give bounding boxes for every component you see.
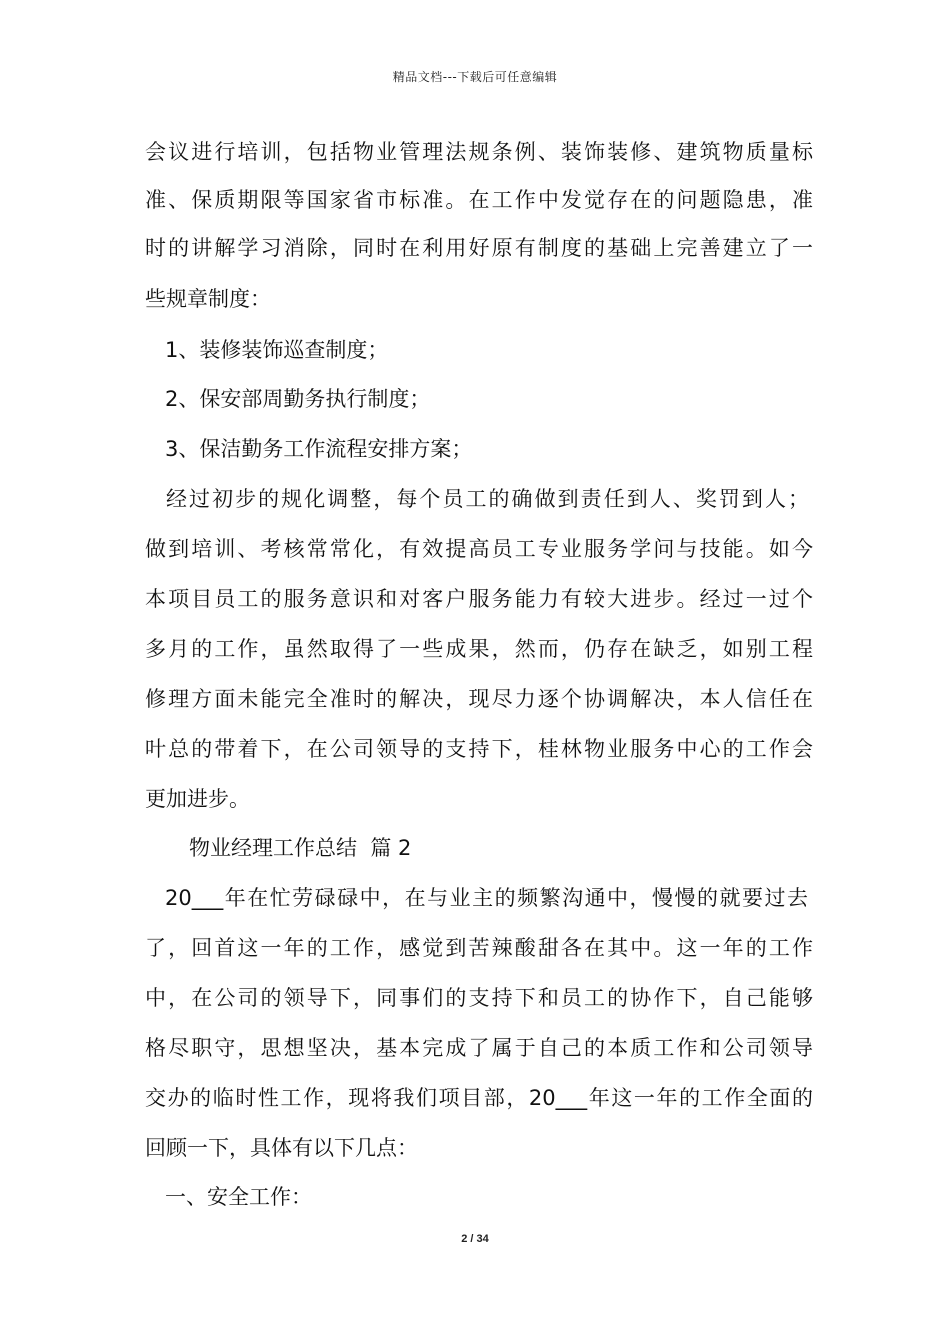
paragraph-line: 20___年在忙劳碌碌中，在与业主的频繁沟通中，慢慢的就要过去 [165,886,808,910]
paragraph-line: 叶总的带着下，在公司领导的支持下，桂林物业服务中心的工作会 [145,737,813,761]
paragraph-line: 做到培训、考核常常化，有效提高员工专业服务学问与技能。如今 [145,537,813,561]
paragraph-line: 经过初步的规化调整，每个员工的确做到责任到人、奖罚到人； [166,487,809,511]
paragraph-line: 多月的工作，虽然取得了一些成果，然而，仍存在缺乏，如别工程 [145,637,813,661]
page-indicator: 2 / 34 [461,1233,489,1245]
paragraph-line: 交办的临时性工作，现将我们项目部，20___年这一年的工作全面的 [145,1086,813,1110]
paragraph-line: 本项目员工的服务意识和对客户服务能力有较大进步。经过一过个 [145,587,813,611]
paragraph-line: 了，回首这一年的工作，感觉到苦辣酸甜各在其中。这一年的工作 [145,936,813,960]
paragraph-line: 会议进行培训，包括物业管理法规条例、装饰装修、建筑物质量标 [145,140,813,164]
section-title: 物业经理工作总结 篇 2 [189,836,412,860]
paragraph-line: 时的讲解学习消除，同时在利用好原有制度的基础上完善建立了一 [145,236,813,260]
list-item: 2、保安部周勤务执行制度； [165,387,431,411]
paragraph-line: 更加进步。 [145,787,250,811]
paragraph-line: 回顾一下，具体有以下几点： [145,1136,418,1160]
paragraph-line: 格尽职守，思想坚决，基本完成了属于自己的本质工作和公司领导 [145,1036,813,1060]
paragraph-line: 准、保质期限等国家省市标准。在工作中发觉存在的问题隐患，准 [145,188,813,212]
list-item: 1、装修装饰巡查制度； [165,338,389,362]
paragraph-line: 些规章制度： [145,287,271,311]
paragraph-line: 修理方面未能完全准时的解决，现尽力逐个协调解决，本人信任在 [145,687,813,711]
subheading: 一、安全工作： [165,1185,312,1209]
page-header: 精品文档---下载后可任意编辑 [392,70,558,84]
paragraph-line: 中，在公司的领导下，同事们的支持下和员工的协作下，自己能够 [145,986,813,1010]
list-item: 3、保洁勤务工作流程安排方案； [165,437,473,461]
